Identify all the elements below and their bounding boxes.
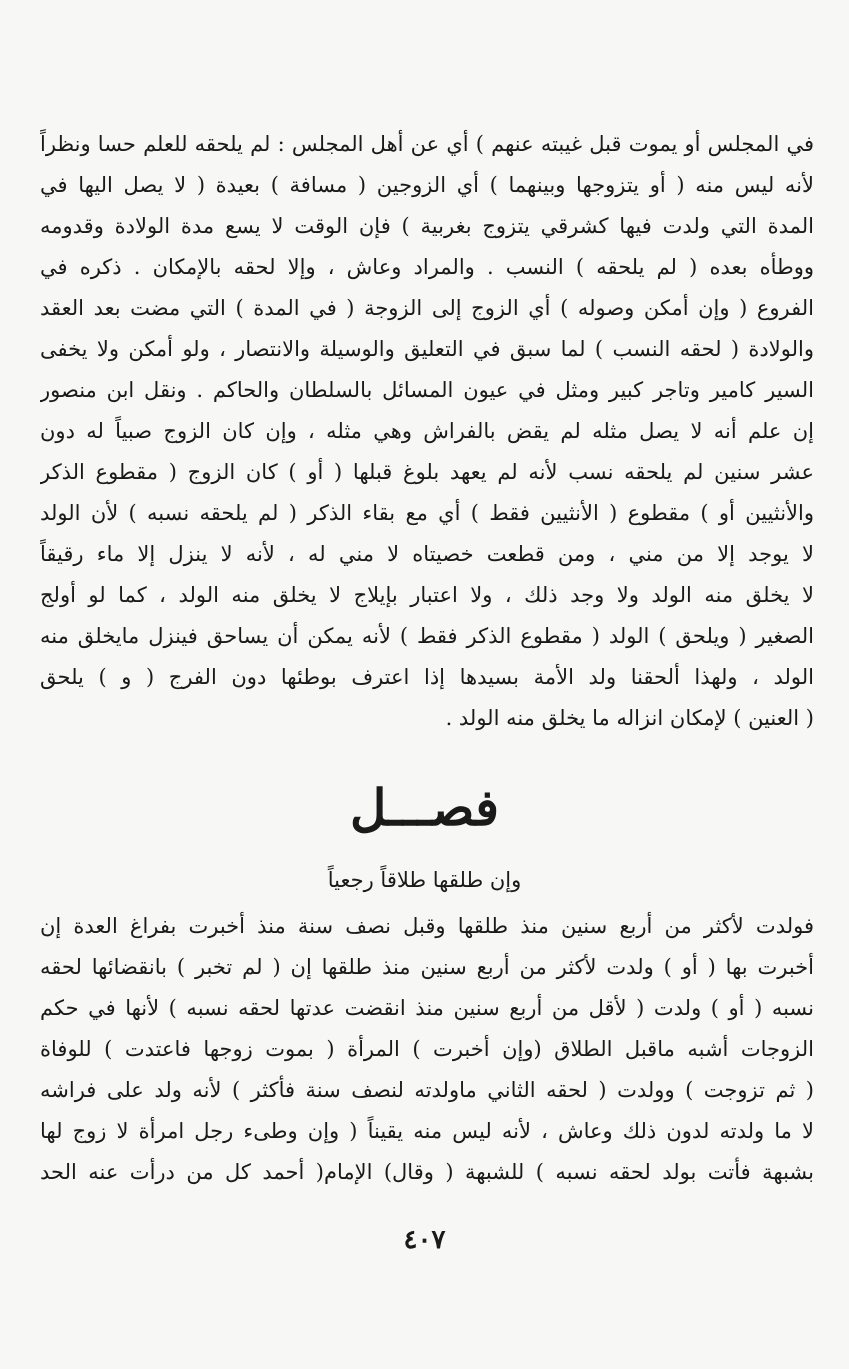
page-number: ٤٠٧: [403, 1225, 446, 1255]
text-line: لا يخلق منه الولد ولا وجد ذلك ، ولا اعتبار بإيلاج لا يخلق منه الولد ، كما لو أولج: [40, 583, 814, 607]
text-line: إن علم أنه لا يصل مثله لم يقض بالفراش وهي مثله ، وإن كان الزوج صبياً له دون: [40, 419, 814, 443]
text-line: ووطأه بعده ( لم يلحقه ) النسب . والمراد وعاش ، وإلا لحقه بالإمكان . ذكره في: [40, 255, 814, 279]
text-line: عشر سنين لم يلحقه نسب لأنه لم يعهد بلوغ قبلها ( أو ) كان الزوج ( مقطوع الذكر: [40, 460, 814, 484]
paragraph-2: [40, 906, 814, 1193]
text-line: الفروع ( وإن أمكن وصوله ) أي الزوج إلى الزوجة ( في المدة ) التي مضت بعد العقد: [40, 296, 814, 320]
text-line: السير كامير وتاجر كبير ومثل في عيون المسائل بالسلطان والحاكم . ونقل ابن منصور: [40, 378, 814, 402]
text-line: في المجلس أو يموت قبل غيبته عنهم ) أي عن أهل المجلس : لم يلحقه للعلم حسا ونظراً: [40, 132, 814, 156]
text-line: والأنثيين أو ) مقطوع ( الأنثيين فقط ) أي مع بقاء الذكر ( لم يلحقه نسبه ) لأن الولد: [40, 501, 814, 525]
text-line: والولادة ( لحقه النسب ) لما سبق في التعليق والوسيلة والانتصار ، ولو أمكن ولا يخفى: [40, 337, 814, 361]
text-line: لا ما ولدته لدون ذلك وعاش ، لأنه ليس منه يقيناً ( وإن وطىء رجل امرأة لا زوج لها: [40, 1119, 814, 1143]
text-line: لا يوجد إلا من مني ، ومن قطعت خصيتاه لا مني له ، لأنه لا ينزل إلا ماء رقيقاً: [40, 542, 814, 566]
text-line: بشبهة فأتت بولد لحقه نسبه ) للشبهة ( وقال) الإمام( أحمد كل من درأت عنه الحد: [40, 1160, 814, 1184]
paragraph-1: [40, 124, 814, 739]
text-line: أخبرت بها ( أو ) ولدت لأكثر من أربع سنين منذ طلقها إن ( لم تخبر ) بانقضائها لحقه: [40, 955, 814, 979]
text-line: الولد ، ولهذا ألحقنا ولد الأمة بسيدها إذا اعترف بوطئها دون الفرج ( و ) يلحق: [40, 665, 814, 689]
text-line: الصغير ( ويلحق ) الولد ( مقطوع الذكر فقط ) لأنه يمكن أن يساحق فينزل مايخلق منه: [40, 624, 814, 648]
text-line: ( العنين ) لإمكان انزاله ما يخلق منه الولد .: [445, 706, 814, 730]
text-line: فولدت لأكثر من أربع سنين منذ طلقها وقبل نصف سنة منذ أخبرت بفراغ العدة إن: [40, 914, 814, 938]
text-line: لأنه ليس منه ( أو يتزوجها وبينهما ) أي الزوجين ( مسافة ) بعيدة ( لا يصل اليها في: [40, 173, 814, 197]
section-subheading: وإن طلقها طلاقاً رجعياً: [327, 868, 522, 892]
text-line: ( ثم تزوجت ) وولدت ( لحقه الثاني ماولدته لنصف سنة فأكثر ) لأنه ولد على فراشه: [40, 1078, 814, 1102]
text-line: المدة التي ولدت فيها كشرقي يتزوج بغربية ) فإن الوقت لا يسع مدة الولادة وقدومه: [40, 214, 814, 238]
section-heading: فصـــل: [349, 778, 500, 837]
text-line: الزوجات أشبه ماقبل الطلاق (وإن أخبرت ) المرأة ( بموت زوجها فاعتدت ) للوفاة: [40, 1037, 814, 1061]
text-line: نسبه ( أو ) ولدت ( لأقل من أربع سنين منذ انقضت عدتها لحقه نسبه ) لأنها في حكم: [40, 996, 814, 1020]
